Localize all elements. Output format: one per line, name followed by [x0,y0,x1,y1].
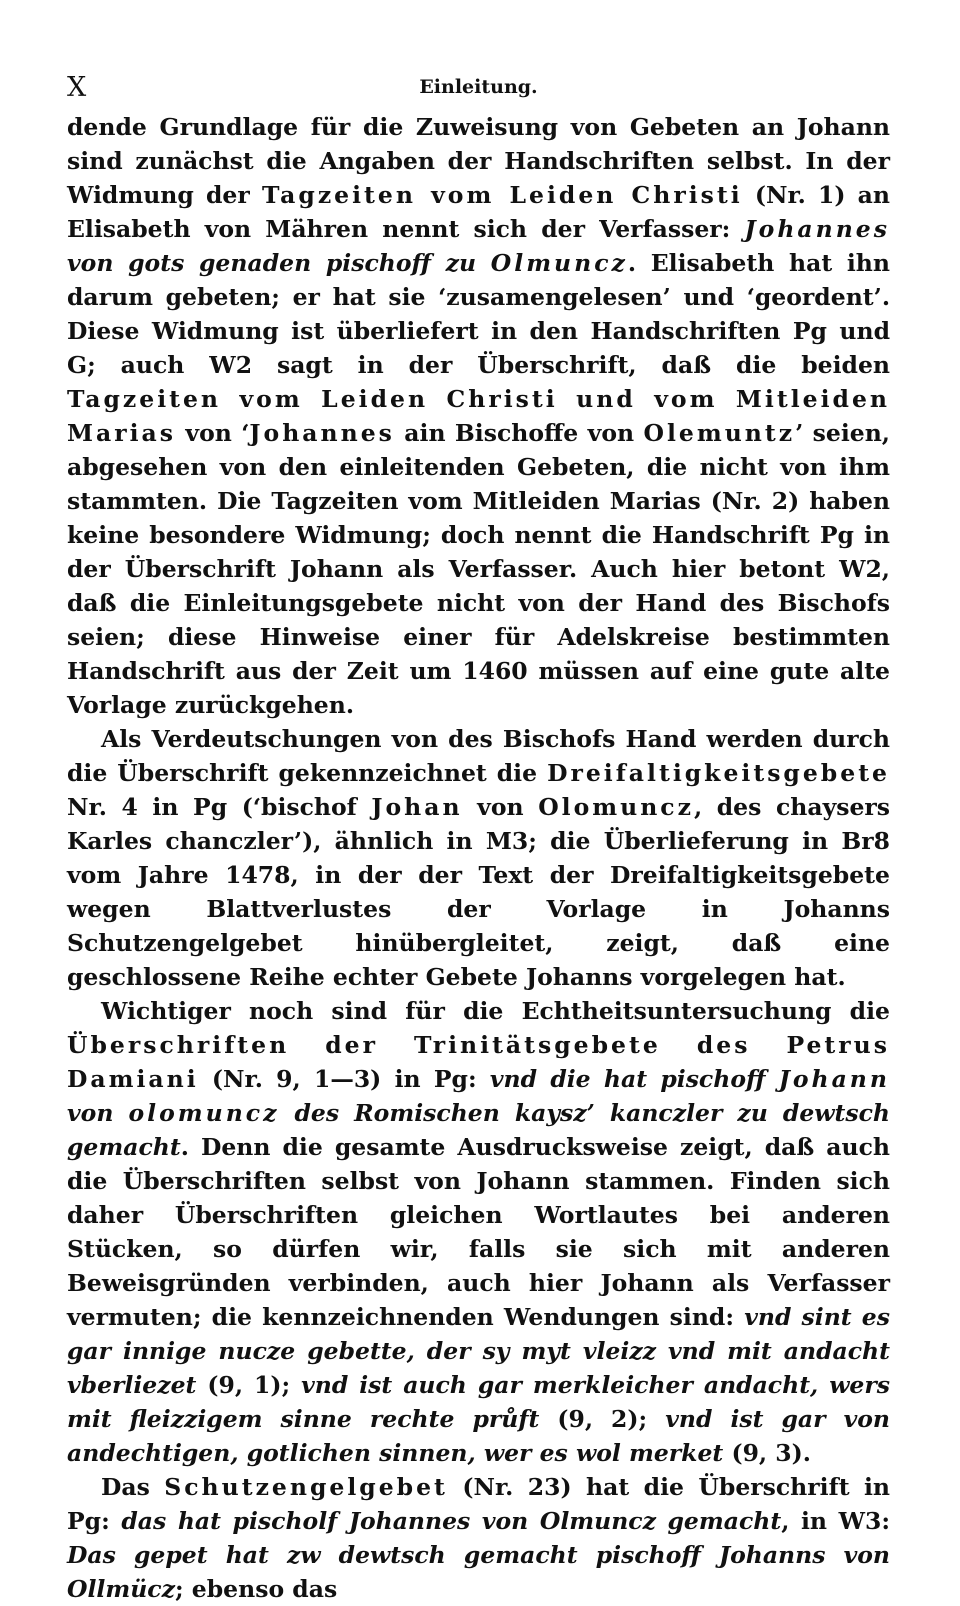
text-run: von gots genaden pischoff zu [67,249,491,277]
text-run: Dreifaltigkeitsgebete [547,759,890,787]
text-run: (9, 3). [723,1439,811,1467]
text-run: Johannes [744,215,890,243]
paragraph-1 [67,110,890,722]
text-run: Tagzeiten vom Leiden Christi [261,181,743,209]
text-run: (Nr. 1) an Elisabeth von Mähren nennt sich der Verfasser: [67,181,890,243]
text-run: von ‘ [176,419,250,447]
paragraph-3 [67,994,890,1470]
text-run: olomuncz [128,1099,280,1127]
page-header [67,62,890,110]
body-text [67,110,890,1606]
text-run: vnd sint es gar innige nucze gebette, der sy myt vleizz vnd mit andacht vberliezet [67,1303,890,1399]
text-run: (9, 2); [539,1405,666,1433]
text-run: (Nr. 9, 1—3) in Pg: [198,1065,490,1093]
text-run: , in W3: [781,1507,890,1535]
page-number: X [67,72,88,103]
text-run: ’ seien, abgesehen von den einleitenden Gebeten, die nicht von ihm stammten. Die Tagzeiten vom Mitleiden Marias (Nr. 2) haben keine besondere Widmung; doch nennt die Handschrift Pg in der Überschrift Johann als Verfasser. Auch hier betont W2, daß die Einleitungsgebete nicht von der Hand des Bischofs seien; diese Hinweise einer für Adelskreise bestimmten Handschrift aus der Zeit um 1460 müssen auf eine gute alte Vorlage zurückgehen. [67,419,890,719]
text-run: . Elisabeth hat ihn darum gebeten; er hat sie ‘zusamengelesen’ und ‘geordent’. Diese Widmung ist überliefert in den Handschriften Pg und G; auch W2 sagt in der Überschrift, daß die beiden [67,249,890,379]
text-run: von [462,793,539,821]
text-run: Olemuntz [643,419,796,447]
paragraph-2 [67,722,890,994]
text-run: Tagzeiten vom Leiden Christi und vom Mitleiden Marias [67,385,890,447]
text-run: ain Bischoffe von [394,419,644,447]
text-run: Das gepet hat zw dewtsch gemacht pischoff Johanns von Ollmücz [67,1541,890,1603]
text-run: des Romischen kaysz’ kanczler zu dewtsch gemacht [67,1099,890,1161]
text-run: Olomuncz [538,793,694,821]
text-run: Olmuncz [490,249,628,277]
text-run: (9, 1); [196,1371,302,1399]
text-run: Johan [371,793,463,821]
paragraph-4 [67,1470,890,1606]
text-run: von [67,1099,129,1127]
text-run: . Denn die gesamte Ausdrucksweise zeigt, daß auch die Überschriften selbst von Johann stammen. Finden sich daher Überschriften gleichen Wortlautes bei anderen Stücken, so dürfen wir, falls sie sich mit anderen Beweisgründen verbinden, auch hier Johann als Verfasser vermuten; die kennzeichnenden Wendungen sind: [67,1133,890,1331]
text-run: Wichtiger noch sind für die Echtheitsuntersuchung die [101,997,890,1025]
text-run: , des chaysers Karles chanczler’), ähnlich in M3; die Überlieferung in Br8 vom Jahre 1478, in der der Text der Dreifaltigkeitsgebete wegen Blattverlustes der Vorlage in Johanns Schutzengelgebet hinübergleitet, zeigt, daß eine geschlossene Reihe echter Gebete Johanns vorgelegen hat. [67,793,891,991]
text-run: vnd ist gar von andechtigen, gotlichen sinnen, wer es wol merket [67,1405,890,1467]
text-run: Nr. 4 in Pg (‘bischof [67,793,372,821]
text-run: vnd ist auch gar merkleicher andacht, wers mit fleizzigem sinne rechte průft [67,1371,890,1433]
running-head: Einleitung. [419,76,538,98]
text-run: Schutzengelgebet [164,1473,448,1501]
text-run: Überschriften der Trinitätsgebete des Petrus Damiani [67,1031,890,1093]
text-run: Das [101,1473,165,1501]
text-run: vnd die hat pischoff [489,1065,779,1093]
text-run: dende Grundlage für die Zuweisung von Gebeten an Johann sind zunächst die Angaben der Handschriften selbst. In der Widmung der [67,113,890,209]
text-run: Johannes [249,419,395,447]
text-run: (Nr. 23) hat die Überschrift in Pg: [67,1473,890,1535]
text-run: das hat pischolf Johannes von Olmuncz gemacht [121,1507,782,1535]
text-run: ; ebenso das [174,1575,338,1603]
text-run: Als Verdeutschungen von des Bischofs Hand werden durch die Überschrift gekennzeichnet die [67,725,890,787]
text-run: Johann [778,1065,890,1093]
